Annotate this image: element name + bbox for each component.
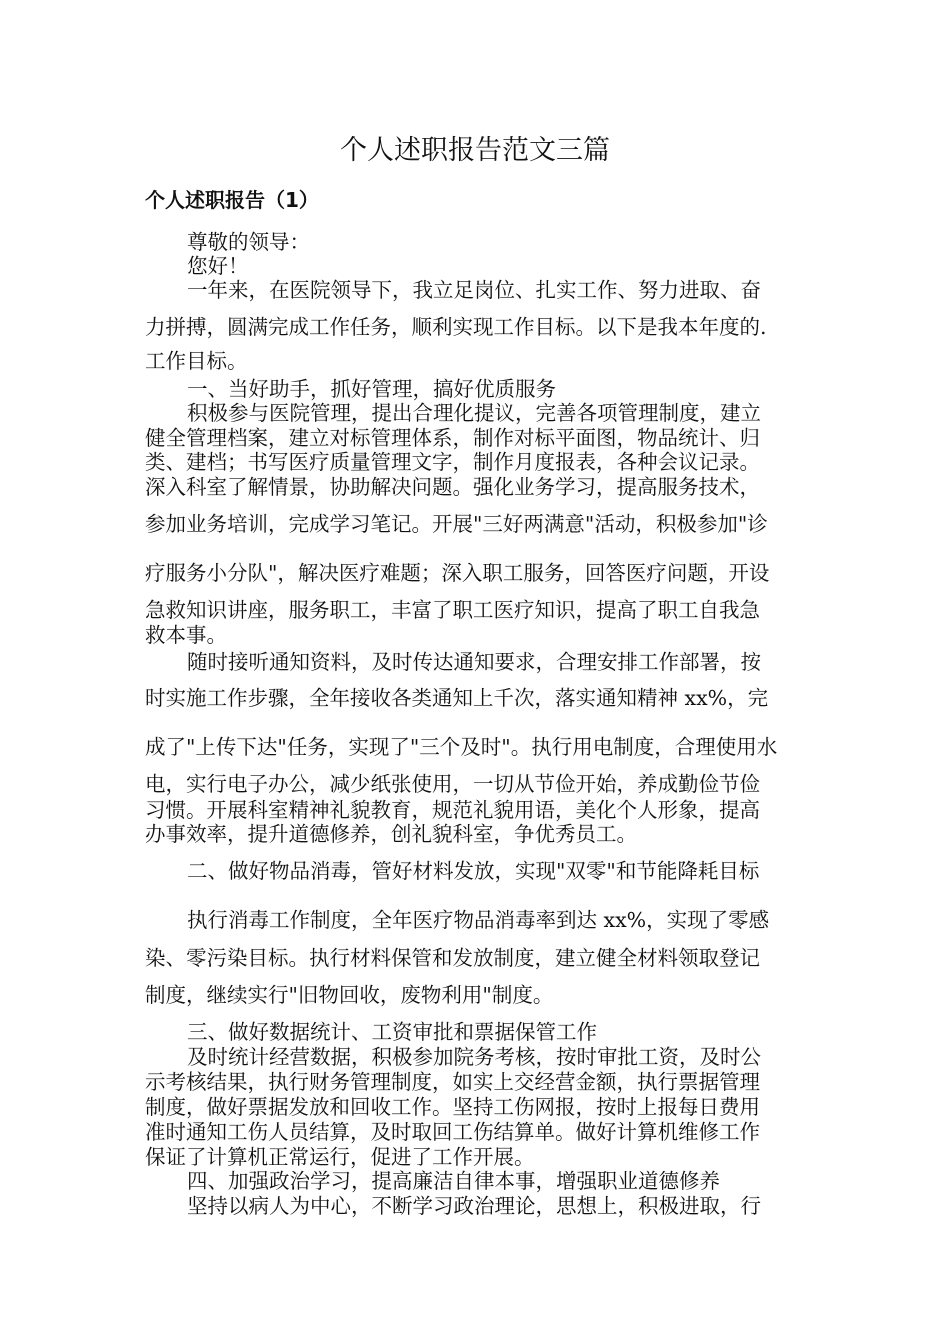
text-line: 办事效率，提升道德修养，创礼貌科室，争优秀员工。 [145,822,637,846]
text-line: 参加业务培训，完成学习笔记。开展"三好两满意"活动，积极参加"诊 [145,512,768,536]
text-line: 尊敬的领导： [187,230,310,254]
text-line: 救本事。 [145,623,227,647]
text-line: 三、做好数据统计、工资审批和票据保管工作 [187,1020,597,1044]
text-line: 制度，做好票据发放和回收工作。坚持工伤网报，按时上报每日费用 [145,1095,760,1119]
text-line: 染、零污染目标。执行材料保管和发放制度，建立健全材料领取登记 [145,946,760,970]
text-line: 随时接听通知资料，及时传达通知要求，合理安排工作部署，按 [187,650,761,674]
text-line: 及时统计经营数据，积极参加院务考核，按时审批工资，及时公 [187,1045,761,1069]
text-line: 急救知识讲座，服务职工，丰富了职工医疗知识，提高了职工自我急 [145,598,760,622]
text-line: 一年来，在医院领导下，我立足岗位、扎实工作、努力进取、奋 [187,278,761,302]
text-line: 类、建档；书写医疗质量管理文字，制作月度报表，各种会议记录。 [145,450,760,474]
text-line: 示考核结果，执行财务管理制度，如实上交经营金额，执行票据管理 [145,1070,760,1094]
text-line: 二、做好物品消毒，管好材料发放，实现"双零"和节能降耗目标 [187,859,760,883]
text-line: 四、加强政治学习，提高廉洁自律本事，增强职业道德修养 [187,1169,720,1193]
text-line: 准时通知工伤人员结算，及时取回工伤结算单。做好计算机维修工作 [145,1120,760,1144]
text-line: 深入科室了解情景，协助解决问题。强化业务学习，提高服务技术， [145,475,760,499]
text-line: 保证了计算机正常运行，促进了工作开展。 [145,1145,535,1169]
text-line: 习惯。开展科室精神礼貌教育，规范礼貌用语，美化个人形象，提高 [145,798,760,822]
text-line: 健全管理档案，建立对标管理体系，制作对标平面图，物品统计、归 [145,426,760,450]
text-line: 工作目标。 [145,349,248,373]
text-line: 制度，继续实行"旧物回收，废物利用"制度。 [145,983,554,1007]
text-line: 电，实行电子办公，减少纸张使用，一切从节俭开始，养成勤俭节俭 [145,772,760,796]
text-line: 积极参与医院管理，提出合理化提议，完善各项管理制度，建立 [187,401,761,425]
text-line: 您好！ [187,254,249,278]
text-line: 时实施工作步骤，全年接收各类通知上千次，落实通知精神 xx%，完 [145,686,769,710]
document-title: 个人述职报告范文三篇 [340,135,610,166]
text-line: 疗服务小分队"，解决医疗难题；深入职工服务，回答医疗问题，开设 [145,561,770,585]
text-line: 力拼搏，圆满完成工作任务，顺利实现工作目标。以下是我本年度的. [145,315,767,339]
section-heading: 个人述职报告（1） [145,188,319,212]
text-line: 坚持以病人为中心，不断学习政治理论，思想上，积极进取，行 [187,1194,761,1218]
text-line: 成了"上传下达"任务，实现了"三个及时"。执行用电制度，合理使用水 [145,735,778,759]
text-line: 执行消毒工作制度，全年医疗物品消毒率到达 xx%，实现了零感 [187,908,770,932]
text-line: 一、当好助手，抓好管理，搞好优质服务 [187,377,556,401]
